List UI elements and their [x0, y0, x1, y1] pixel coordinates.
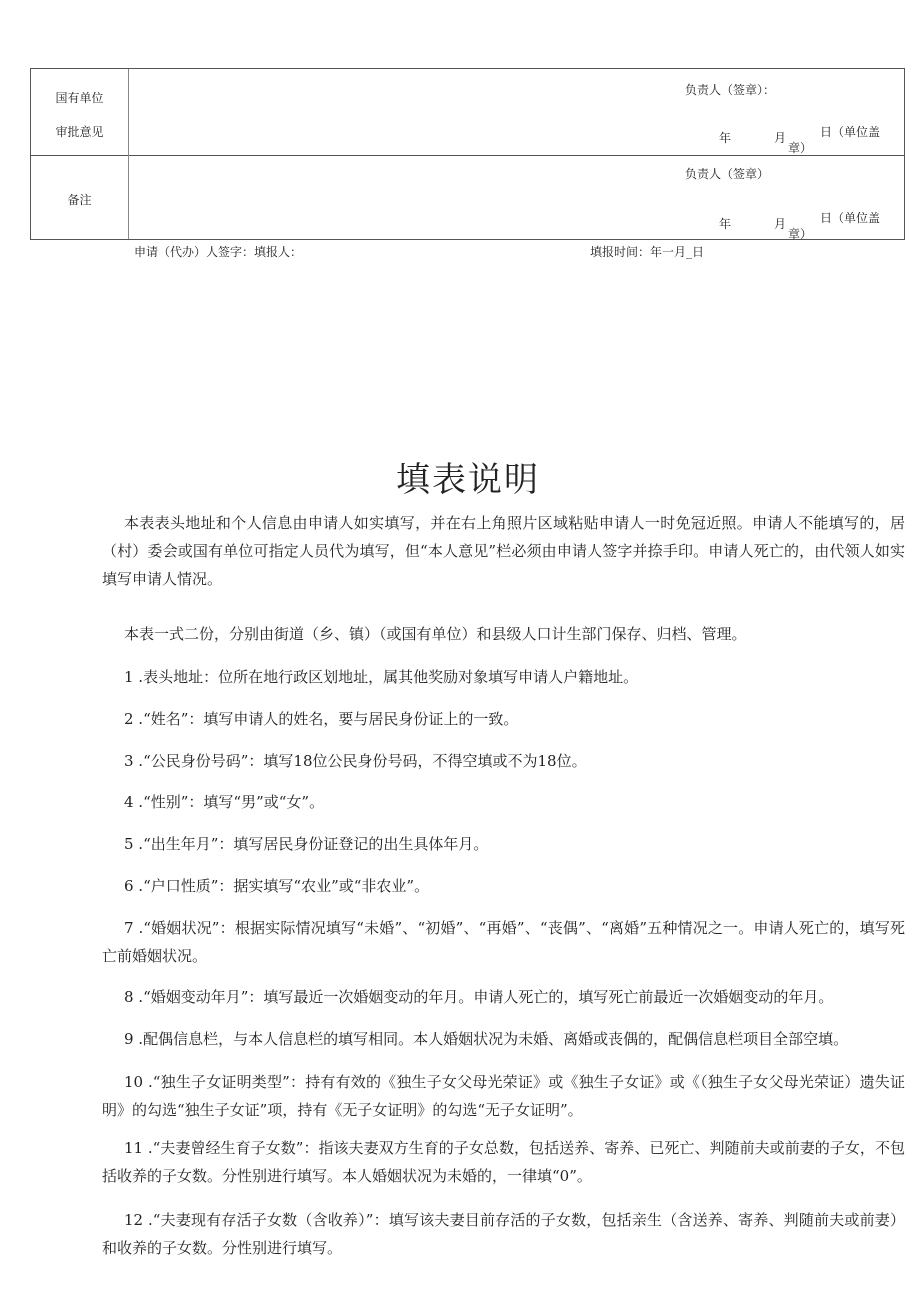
- applicant-signature-label: 申请（代办）人签字：填报人：: [134, 245, 303, 259]
- instruction-item: 5 .“出生年月”：填写居民身份证登记的出生具体年月。: [124, 835, 489, 853]
- instruction-item: 9 .配偶信息栏，与本人信息栏的填写相同。本人婚姻状况为未婚、离婚或丧偶的，配偶信息栏项目全部空填。: [124, 1030, 849, 1048]
- instruction-item: 10 .“独生子女证明类型”：持有有效的《独生子女父母光荣证》或《独生子女证》或《（独生子女父母光荣证）遗失证明》的勾选“独生子女证”项，持有《无子女证明》的勾选“无子女证明”。: [102, 1073, 905, 1119]
- instruction-item: 8 .“婚姻变动年月”：填写最近一次婚姻变动的年月。申请人死亡的，填写死亡前最近一次婚姻变动的年月。: [124, 988, 834, 1006]
- table-row-remarks: [31, 155, 904, 239]
- seal-label: 章）: [788, 141, 813, 155]
- instruction-item: 7 .“婚姻状况”：根据实际情况填写“未婚”、“初婚”、“再婚”、“丧偶”、“离婚”五种情况之一。申请人死亡的，填写死亡前婚姻状况。: [102, 919, 905, 965]
- month-label: 月: [774, 217, 787, 231]
- instruction-item: 4 .“性别”：填写“男”或“女”。: [124, 793, 325, 811]
- year-label: 年: [719, 131, 732, 145]
- day-label: 日（单位盖: [820, 211, 881, 225]
- signer-label: 负责人（签章）：: [685, 83, 776, 97]
- instruction-paragraph: 本表一式二份，分别由街道（乡、镇）（或国有单位）和县级人口计生部门保存、归档、管理。: [124, 625, 747, 643]
- page-title: 填表说明: [396, 460, 540, 500]
- year-label: 年: [719, 217, 732, 231]
- instruction-item: 11 .“夫妻曾经生育子女数”：指该夫妻双方生育的子女总数，包括送养、寄养、已死亡、判随前夫或前妻的子女，不包括收养的子女数。分性别进行填写。本人婚姻状况为未婚的，一律填“0”。: [102, 1139, 905, 1185]
- table-row-state-unit-approval: [31, 69, 904, 156]
- month-label: 月: [774, 131, 787, 145]
- row-label: 备注: [67, 193, 92, 207]
- column-divider: [128, 155, 129, 239]
- instruction-item: 3 .“公民身份号码”：填写18位公民身份号码，不得空填或不为18位。: [124, 752, 587, 770]
- approval-table: [30, 68, 905, 240]
- day-label: 日（单位盖: [820, 125, 881, 139]
- instruction-item: 1 .表头地址：位所在地行政区划地址，属其他奖励对象填写申请人户籍地址。: [124, 668, 639, 686]
- instruction-item: 6 .“户口性质”：据实填写“农业”或“非农业”。: [124, 877, 430, 895]
- instruction-paragraph: 本表表头地址和个人信息由申请人如实填写，并在右上角照片区域粘贴申请人一时免冠近照。申请人不能填写的，居（村）委会或国有单位可指定人员代为填写，但“本人意见”栏必须由申请人签字并捺手印。申请人死亡的，由代领人如实填写申请人情况。: [102, 514, 905, 588]
- column-divider: [128, 69, 129, 155]
- seal-label: 章）: [788, 227, 813, 241]
- row-label: 国有单位: [55, 91, 104, 105]
- instruction-item: 2 .“姓名”：填写申请人的姓名，要与居民身份证上的一致。: [124, 710, 519, 728]
- row-label: 审批意见: [55, 125, 104, 139]
- signer-label: 负责人（签章）: [685, 167, 770, 181]
- fill-time-label: 填报时间：年一月_日: [590, 245, 705, 259]
- instruction-item: 12 .“夫妻现有存活子女数（含收养）”：填写该夫妻目前存活的子女数，包括亲生（含送养、寄养、判随前夫或前妻）和收养的子女数。分性别进行填写。: [102, 1211, 905, 1257]
